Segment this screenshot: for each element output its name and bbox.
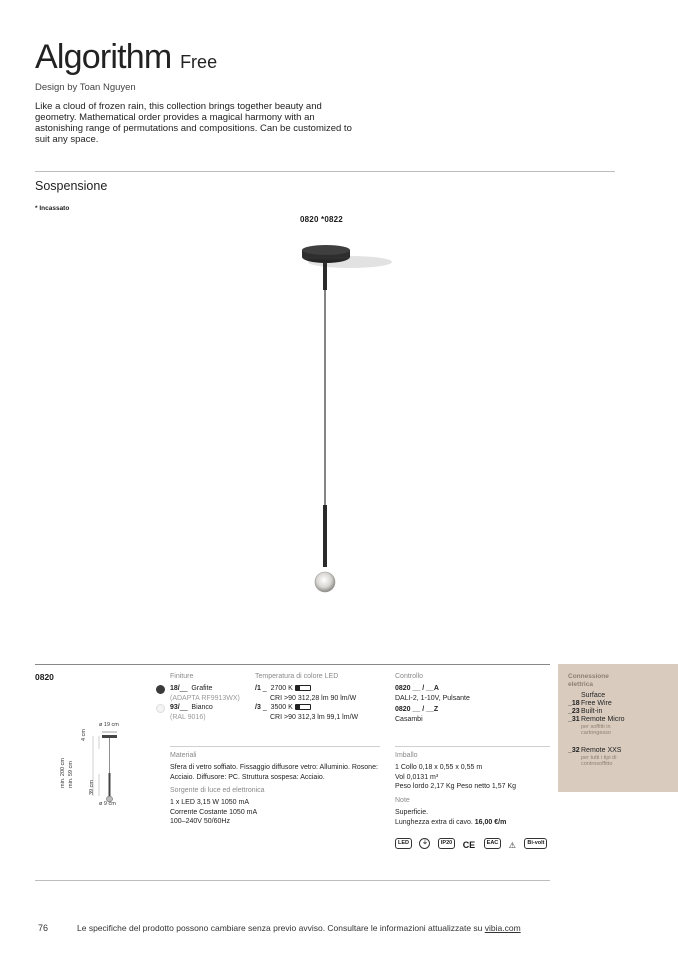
title-suffix: Free bbox=[180, 52, 218, 72]
control-label: Controllo bbox=[395, 673, 424, 680]
pendant-lamp-illustration bbox=[290, 240, 400, 610]
rod-top bbox=[323, 262, 327, 290]
connection-surface: Surface bbox=[581, 692, 606, 699]
light-source-label: Sorgente di luce ed elettronica bbox=[170, 787, 265, 794]
footer-disclaimer: Le specifiche del prodotto possono cambiare senza previo avviso. Consultare le informazioni attualizzate su vibia.com bbox=[77, 923, 521, 933]
connection-panel bbox=[558, 664, 678, 792]
control-dali: 0820 __ / __A DALI-2, 1-10V, Pulsante bbox=[395, 685, 470, 702]
ce-mark: CE bbox=[462, 840, 476, 850]
dim-min-length-2: min. 59 cm bbox=[68, 761, 74, 788]
finish-swatch-grafite bbox=[156, 685, 165, 694]
ground-icon: ⏚ bbox=[419, 838, 430, 849]
temp-2700-swatch bbox=[295, 685, 311, 691]
rod-bottom bbox=[323, 505, 327, 567]
ceiling-rose-top bbox=[302, 245, 350, 255]
led-badge: LED bbox=[395, 838, 412, 849]
dim-rose-height: 4 cm bbox=[81, 729, 87, 741]
temp-3500-swatch bbox=[295, 704, 311, 710]
color-temp-3500: /3 _ 3500 K CRI >90 312,3 lm 99,1 lm/W bbox=[255, 704, 359, 721]
spec-divider-top bbox=[35, 664, 550, 665]
warning-icon: ⚠ bbox=[508, 841, 516, 850]
dim-rod-height: 39 cm bbox=[89, 780, 95, 795]
ip20-badge: IP20 bbox=[438, 838, 455, 849]
product-title bbox=[35, 40, 217, 74]
section-note: * Incassato bbox=[35, 205, 70, 212]
materials-divider bbox=[170, 746, 380, 747]
header-divider bbox=[35, 171, 615, 172]
eac-badge: EAC bbox=[484, 838, 502, 849]
color-temp-2700: /1 _ 2700 K CRI >90 312,28 lm 90 lm/W bbox=[255, 685, 357, 702]
certification-badges bbox=[395, 835, 550, 853]
color-temp-label: Temperatura di colore LED bbox=[255, 673, 339, 680]
spec-product-code: 0820 bbox=[35, 672, 54, 682]
section-title: Sospensione bbox=[35, 179, 108, 193]
finishes-label: Finiture bbox=[170, 673, 194, 680]
light-source-text: 1 x LED 3,15 W 1050 mA Corrente Costante 1050 mA 100–240V 50/60Hz bbox=[170, 799, 258, 825]
connection-label: Connessione elettrica bbox=[568, 673, 609, 688]
materials-text: Sfera di vetro soffiato. Fissaggio diffusore vetro: Alluminio. Rosone: Acciaio. Diffusore: PC. Struttura sospesa: Acciaio. bbox=[170, 764, 378, 781]
dim-top-diameter: ø 19 cm bbox=[99, 722, 119, 728]
connection-built-in: _23Built-in bbox=[568, 708, 603, 715]
control-casambi: 0820 __ / __Z Casambi bbox=[395, 706, 439, 723]
connection-free-wire: _18Free Wire bbox=[568, 700, 612, 707]
dim-min-length: min. 200 cm bbox=[60, 758, 66, 788]
finish-item-grafite: 18/__ Grafite (ADAPTA RF9913WX) bbox=[170, 685, 240, 702]
page-number: 76 bbox=[38, 923, 49, 933]
finish-swatch-bianco bbox=[156, 704, 165, 713]
notes-text: Superficie. Lunghezza extra di cavo. 16,00 €/m bbox=[395, 809, 507, 826]
intro-description: Like a cloud of frozen rain, this collection brings together beauty and geometry. Mathematical order provides a magical harmony with an astonishing range of permutations and compositions. Can be customized to suit any space. bbox=[35, 101, 352, 145]
packaging-divider bbox=[395, 746, 550, 747]
connection-remote-xxs: _32Remote XXS per tutti i tipi di controsoffitto bbox=[568, 747, 622, 767]
spec-divider-bottom bbox=[35, 880, 550, 881]
designer-credit: Design by Toan Nguyen bbox=[35, 82, 136, 93]
bivolt-badge: Bi-volt bbox=[524, 838, 547, 849]
packaging-text: 1 Collo 0,18 x 0,55 x 0,55 m Vol 0,0131 m³ Peso lordo 2,17 Kg Peso netto 1,57 Kg bbox=[395, 764, 517, 790]
notes-label: Note bbox=[395, 797, 410, 804]
title-main: Algorithm bbox=[35, 38, 172, 76]
packaging-label: Imballo bbox=[395, 752, 418, 759]
dim-bottom-diameter: ø 9 cm bbox=[99, 801, 116, 807]
product-codes: 0820 *0822 bbox=[300, 215, 343, 224]
materials-label: Materiali bbox=[170, 752, 197, 759]
finish-item-bianco: 93/__ Bianco (RAL 9016) bbox=[170, 704, 213, 721]
connection-remote-micro: _31Remote Micro per soffitti in cartongesso bbox=[568, 716, 625, 736]
glass-sphere bbox=[315, 572, 335, 592]
vibia-link[interactable]: vibia.com bbox=[484, 923, 521, 933]
